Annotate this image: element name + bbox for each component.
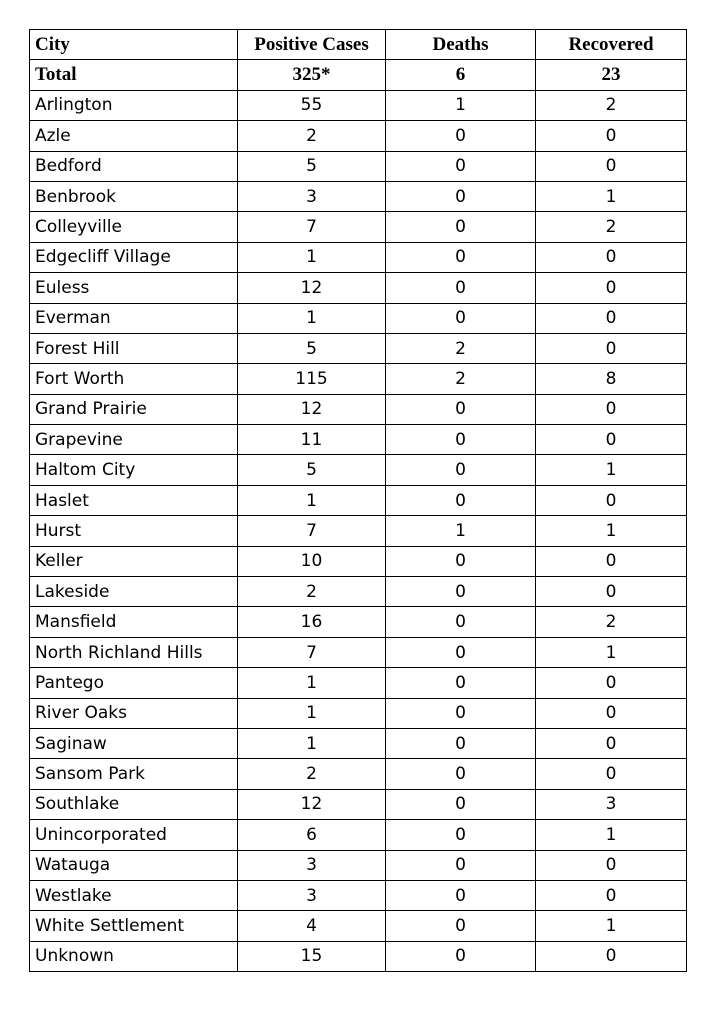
recovered-cell: 2 [536,607,687,637]
positive-cases-cell: 5 [238,151,386,181]
recovered-cell: 8 [536,364,687,394]
city-cell: River Oaks [30,698,238,728]
positive-cases-cell: 7 [238,516,386,546]
table-row [30,181,687,211]
recovered-cell: 0 [536,668,687,698]
city-cell: Fort Worth [30,364,238,394]
city-cell: Saginaw [30,728,238,758]
header-recovered: Recovered [536,30,687,60]
table-row [30,485,687,515]
city-cell: North Richland Hills [30,637,238,667]
recovered-cell: 0 [536,242,687,272]
recovered-cell: 0 [536,880,687,910]
total-recovered: 23 [536,60,687,90]
recovered-cell: 0 [536,728,687,758]
city-cell: Edgecliff Village [30,242,238,272]
positive-cases-cell: 1 [238,242,386,272]
recovered-cell: 0 [536,425,687,455]
city-cell: Westlake [30,880,238,910]
city-cell: Forest Hill [30,333,238,363]
recovered-cell: 0 [536,303,687,333]
table-row [30,820,687,850]
table-row [30,212,687,242]
recovered-cell: 1 [536,181,687,211]
deaths-cell: 0 [386,850,536,880]
header-deaths: Deaths [386,30,536,60]
positive-cases-cell: 1 [238,303,386,333]
city-cell: Bedford [30,151,238,181]
positive-cases-cell: 115 [238,364,386,394]
table-row [30,911,687,941]
positive-cases-cell: 2 [238,759,386,789]
recovered-cell: 0 [536,546,687,576]
city-cell: Pantego [30,668,238,698]
positive-cases-cell: 6 [238,820,386,850]
total-row [30,60,687,90]
positive-cases-cell: 10 [238,546,386,576]
recovered-cell: 0 [536,151,687,181]
recovered-cell: 1 [536,516,687,546]
table-row [30,941,687,971]
table-row [30,455,687,485]
header-city: City [30,30,238,60]
deaths-cell: 0 [386,242,536,272]
city-cell: Mansfield [30,607,238,637]
positive-cases-cell: 1 [238,668,386,698]
city-cell: Benbrook [30,181,238,211]
deaths-cell: 0 [386,212,536,242]
deaths-cell: 0 [386,728,536,758]
table-row [30,668,687,698]
deaths-cell: 1 [386,90,536,120]
deaths-cell: 0 [386,941,536,971]
deaths-cell: 0 [386,273,536,303]
recovered-cell: 0 [536,333,687,363]
deaths-cell: 2 [386,333,536,363]
recovered-cell: 0 [536,394,687,424]
positive-cases-cell: 5 [238,333,386,363]
positive-cases-cell: 2 [238,121,386,151]
positive-cases-cell: 12 [238,394,386,424]
table-row [30,242,687,272]
positive-cases-cell: 3 [238,850,386,880]
deaths-cell: 0 [386,394,536,424]
positive-cases-cell: 12 [238,273,386,303]
deaths-cell: 0 [386,668,536,698]
table-row [30,728,687,758]
recovered-cell: 0 [536,759,687,789]
recovered-cell: 0 [536,698,687,728]
covid-cases-table [29,29,687,972]
positive-cases-cell: 1 [238,698,386,728]
table-row [30,759,687,789]
total-label: Total [30,60,238,90]
recovered-cell: 0 [536,850,687,880]
city-cell: Colleyville [30,212,238,242]
deaths-cell: 1 [386,516,536,546]
city-cell: Euless [30,273,238,303]
positive-cases-cell: 2 [238,577,386,607]
recovered-cell: 0 [536,121,687,151]
deaths-cell: 0 [386,181,536,211]
table-row [30,577,687,607]
deaths-cell: 0 [386,546,536,576]
city-cell: Sansom Park [30,759,238,789]
city-cell: Unincorporated [30,820,238,850]
deaths-cell: 0 [386,151,536,181]
positive-cases-cell: 4 [238,911,386,941]
deaths-cell: 0 [386,607,536,637]
positive-cases-cell: 3 [238,880,386,910]
deaths-cell: 0 [386,911,536,941]
positive-cases-cell: 16 [238,607,386,637]
recovered-cell: 0 [536,941,687,971]
recovered-cell: 1 [536,455,687,485]
deaths-cell: 2 [386,364,536,394]
positive-cases-cell: 12 [238,789,386,819]
city-cell: Azle [30,121,238,151]
deaths-cell: 0 [386,759,536,789]
city-cell: Grand Prairie [30,394,238,424]
table-row [30,364,687,394]
positive-cases-cell: 7 [238,637,386,667]
city-cell: Hurst [30,516,238,546]
positive-cases-cell: 11 [238,425,386,455]
deaths-cell: 0 [386,455,536,485]
city-cell: Everman [30,303,238,333]
table-row [30,90,687,120]
header-row [30,30,687,60]
recovered-cell: 0 [536,577,687,607]
deaths-cell: 0 [386,303,536,333]
recovered-cell: 3 [536,789,687,819]
positive-cases-cell: 15 [238,941,386,971]
city-cell: White Settlement [30,911,238,941]
table-row [30,607,687,637]
table-row [30,850,687,880]
table-row [30,637,687,667]
recovered-cell: 0 [536,273,687,303]
city-cell: Lakeside [30,577,238,607]
deaths-cell: 0 [386,880,536,910]
table-row [30,151,687,181]
table-row [30,880,687,910]
recovered-cell: 2 [536,90,687,120]
city-cell: Grapevine [30,425,238,455]
recovered-cell: 2 [536,212,687,242]
positive-cases-cell: 3 [238,181,386,211]
table-row [30,698,687,728]
positive-cases-cell: 5 [238,455,386,485]
total-positive-cases: 325* [238,60,386,90]
deaths-cell: 0 [386,121,536,151]
city-cell: Haltom City [30,455,238,485]
table-row [30,394,687,424]
table-row [30,789,687,819]
deaths-cell: 0 [386,425,536,455]
city-cell: Southlake [30,789,238,819]
table-row [30,303,687,333]
positive-cases-cell: 1 [238,728,386,758]
table-row [30,121,687,151]
deaths-cell: 0 [386,789,536,819]
city-cell: Arlington [30,90,238,120]
table-row [30,546,687,576]
positive-cases-cell: 7 [238,212,386,242]
city-cell: Watauga [30,850,238,880]
table-row [30,516,687,546]
city-cell: Haslet [30,485,238,515]
deaths-cell: 0 [386,637,536,667]
table-row [30,425,687,455]
deaths-cell: 0 [386,577,536,607]
total-deaths: 6 [386,60,536,90]
deaths-cell: 0 [386,698,536,728]
recovered-cell: 0 [536,485,687,515]
positive-cases-cell: 55 [238,90,386,120]
city-cell: Unknown [30,941,238,971]
recovered-cell: 1 [536,820,687,850]
deaths-cell: 0 [386,485,536,515]
header-positive-cases: Positive Cases [238,30,386,60]
city-cell: Keller [30,546,238,576]
table-row [30,333,687,363]
deaths-cell: 0 [386,820,536,850]
recovered-cell: 1 [536,637,687,667]
table-row [30,273,687,303]
recovered-cell: 1 [536,911,687,941]
positive-cases-cell: 1 [238,485,386,515]
